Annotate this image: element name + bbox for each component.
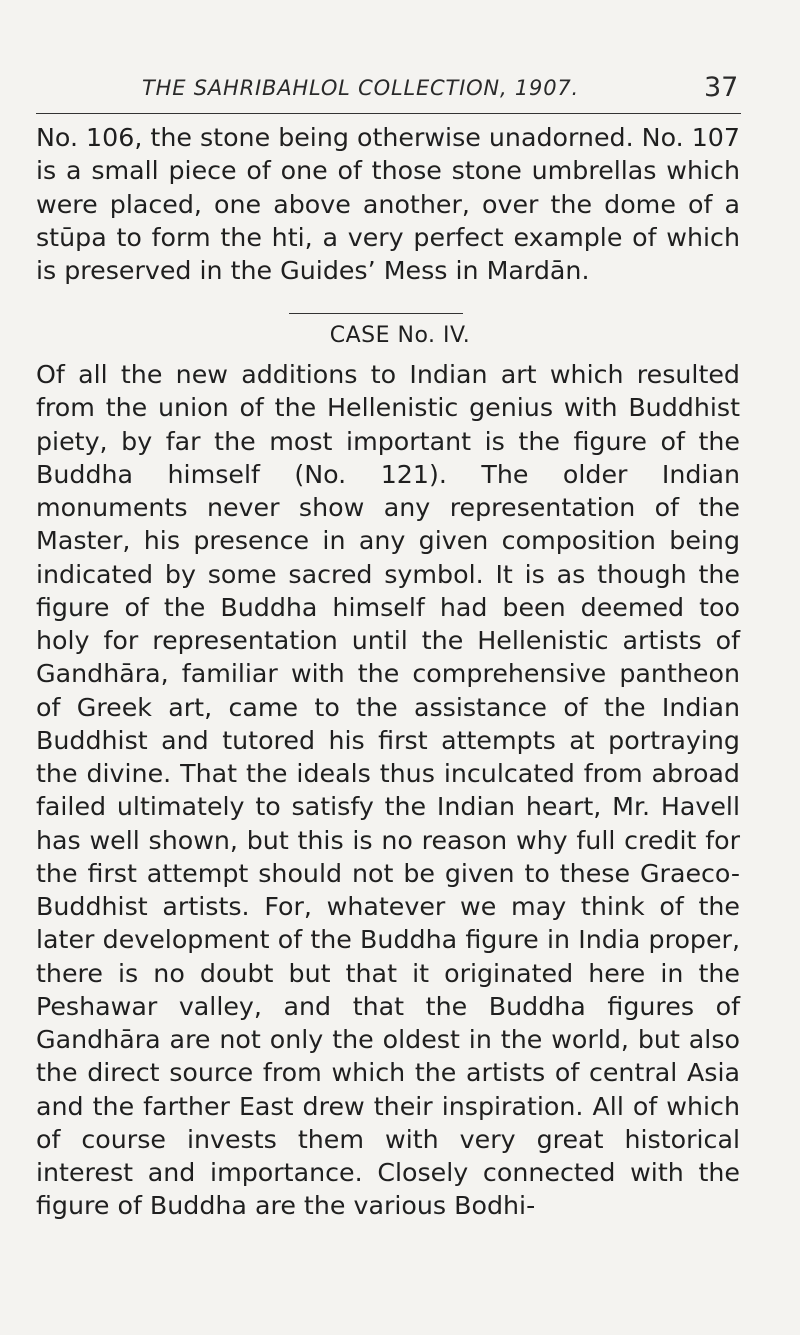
header-rule (36, 113, 741, 114)
running-head: THE SAHRIBAHLOL COLLECTION, 1907. (142, 76, 580, 100)
paragraph-2: Of all the new additions to Indian art which resulted from the union of the Hellenistic genius with Buddhist piety, by far the most important is the figure of the Buddha himself (No. 121). The older Indian monuments never show any representation of the Master, his presence in any given composition being indicated by some sacred symbol. It is as though the figure of the Buddha himself had been deemed too holy for representation until the Hellenistic artists of Gandhāra, familiar with the comprehensive pantheon of Greek art, came to the assistance of the Indian Buddhist and tutored his first attempts at portraying the divine. That the ideals thus inculcated from abroad failed ultimately to satisfy the Indian heart, Mr. Havell has well shown, but this is no reason why full credit for the first attempt should not be given to these Graeco-Buddhist artists. For, whatever we may think of the later development of the Buddha figure in India proper, there is no doubt but that it originated here in the Peshawar valley, and that the Buddha figures of Gandhāra are not only the oldest in the world, but also the direct source from which the artists of central Asia and the farther East drew their inspiration. All of which of course invests them with very great historical interest and importance. Closely connected with the figure of Buddha are the various Bodhi- (36, 360, 740, 1221)
section-rule (289, 313, 463, 314)
page-number: 37 (704, 72, 739, 103)
case-heading: CASE No. IV. (329, 323, 471, 348)
paragraph-1: No. 106, the stone being otherwise unadorned. No. 107 is a small piece of one of those stone umbrellas which were placed, one above another, over the dome of a stūpa to form the hti, a very perfect example of which is preserved in the Guides’ Mess in Mardān. (36, 123, 740, 285)
